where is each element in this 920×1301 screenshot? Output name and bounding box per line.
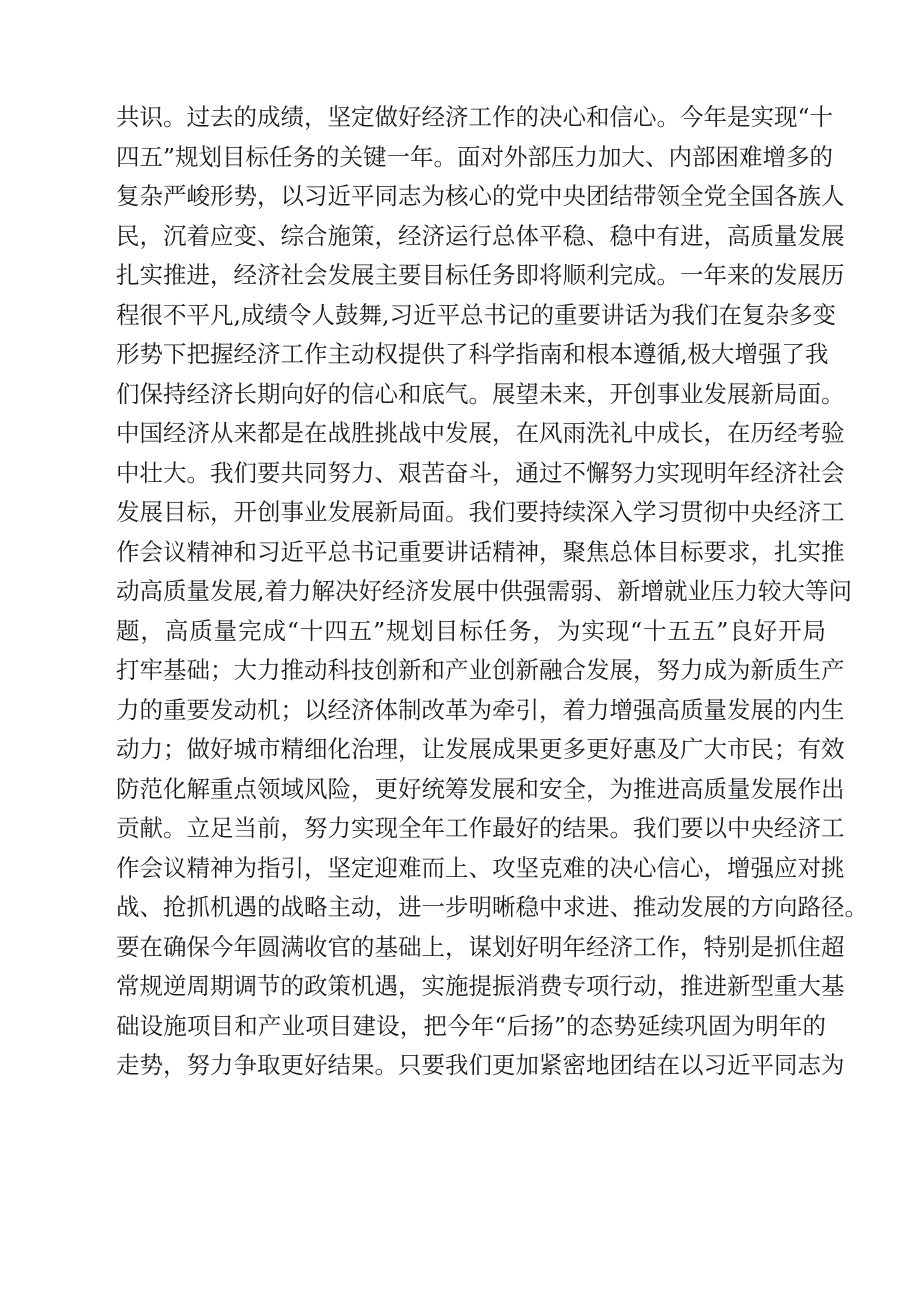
text-line: 力的重要发动机；以经济体制改革为牵引，着力增强高质量发展的内生 [116,695,845,724]
text-line: 作会议精神为指引，坚定迎难而上、攻坚克难的决心信心，增强应对挑 [116,853,845,882]
text-line: 础设施项目和产业项目建设，把今年“后扬”的态势延续巩固为明年的 [116,1011,826,1040]
text-line: 四五”规划目标任务的关键一年。面对外部压力加大、内部困难增多的 [116,142,834,171]
text-line: 中国经济从来都是在战胜挑战中发展，在风雨洗礼中成长，在历经考验 [116,419,845,447]
body-text [116,98,868,1086]
text-line: 民，沉着应变、综合施策，经济运行总体平稳、稳中有进，高质量发展 [116,221,845,250]
text-line: 走势，努力争取更好结果。只要我们更加紧密地团结在以习近平同志为 [116,1051,845,1079]
text-line: 贡献。立足当前，努力实现全年工作最好的结果。我们要以中央经济工 [116,814,845,842]
text-line: 要在确保今年圆满收官的基础上，谋划好明年经济工作，特别是抓住超 [116,932,845,961]
text-line: 题，高质量完成“十四五”规划目标任务，为实现“十五五”良好开局 [116,616,826,645]
text-line: 中壮大。我们要共同努力、艰苦奋斗，通过不懈努力实现明年经济社会 [116,458,845,487]
text-line: 扎实推进，经济社会发展主要目标任务即将顺利完成。一年来的发展历 [116,261,845,289]
text-line: 战、抢抓机遇的战略主动，进一步明晰稳中求进、推动发展的方向路径。 [116,893,868,921]
text-line: 复杂严峻形势，以习近平同志为核心的党中央团结带领全党全国各族人 [116,182,845,210]
text-line: 们保持经济长期向好的信心和底气。展望未来，开创事业发展新局面。 [116,379,845,408]
text-line: 常规逆周期调节的政策机遇，实施提振消费专项行动，推进新型重大基 [116,972,845,1000]
text-line: 形势下把握经济工作主动权提供了科学指南和根本遵循,极大增强了我 [116,340,829,368]
text-line: 共识。过去的成绩，坚定做好经济工作的决心和信心。今年是实现“十 [116,103,834,131]
text-line: 程很不平凡,成绩令人鼓舞,习近平总书记的重要讲话为我们在复杂多变 [116,300,836,329]
text-line: 防范化解重点领域风险，更好统筹发展和安全，为推进高质量发展作出 [116,774,845,803]
text-line: 作会议精神和习近平总书记重要讲话精神，聚焦总体目标要求，扎实推 [116,537,845,566]
text-line: 动力；做好城市精细化治理，让发展成果更多更好惠及广大市民；有效 [116,735,845,763]
text-line: 打牢基础；大力推动科技创新和产业创新融合发展，努力成为新质生产 [116,656,845,684]
text-line: 动高质量发展,着力解决好经济发展中供强需弱、新增就业压力较大等问 [116,577,852,605]
text-line: 发展目标，开创事业发展新局面。我们要持续深入学习贯彻中央经济工 [116,498,845,526]
